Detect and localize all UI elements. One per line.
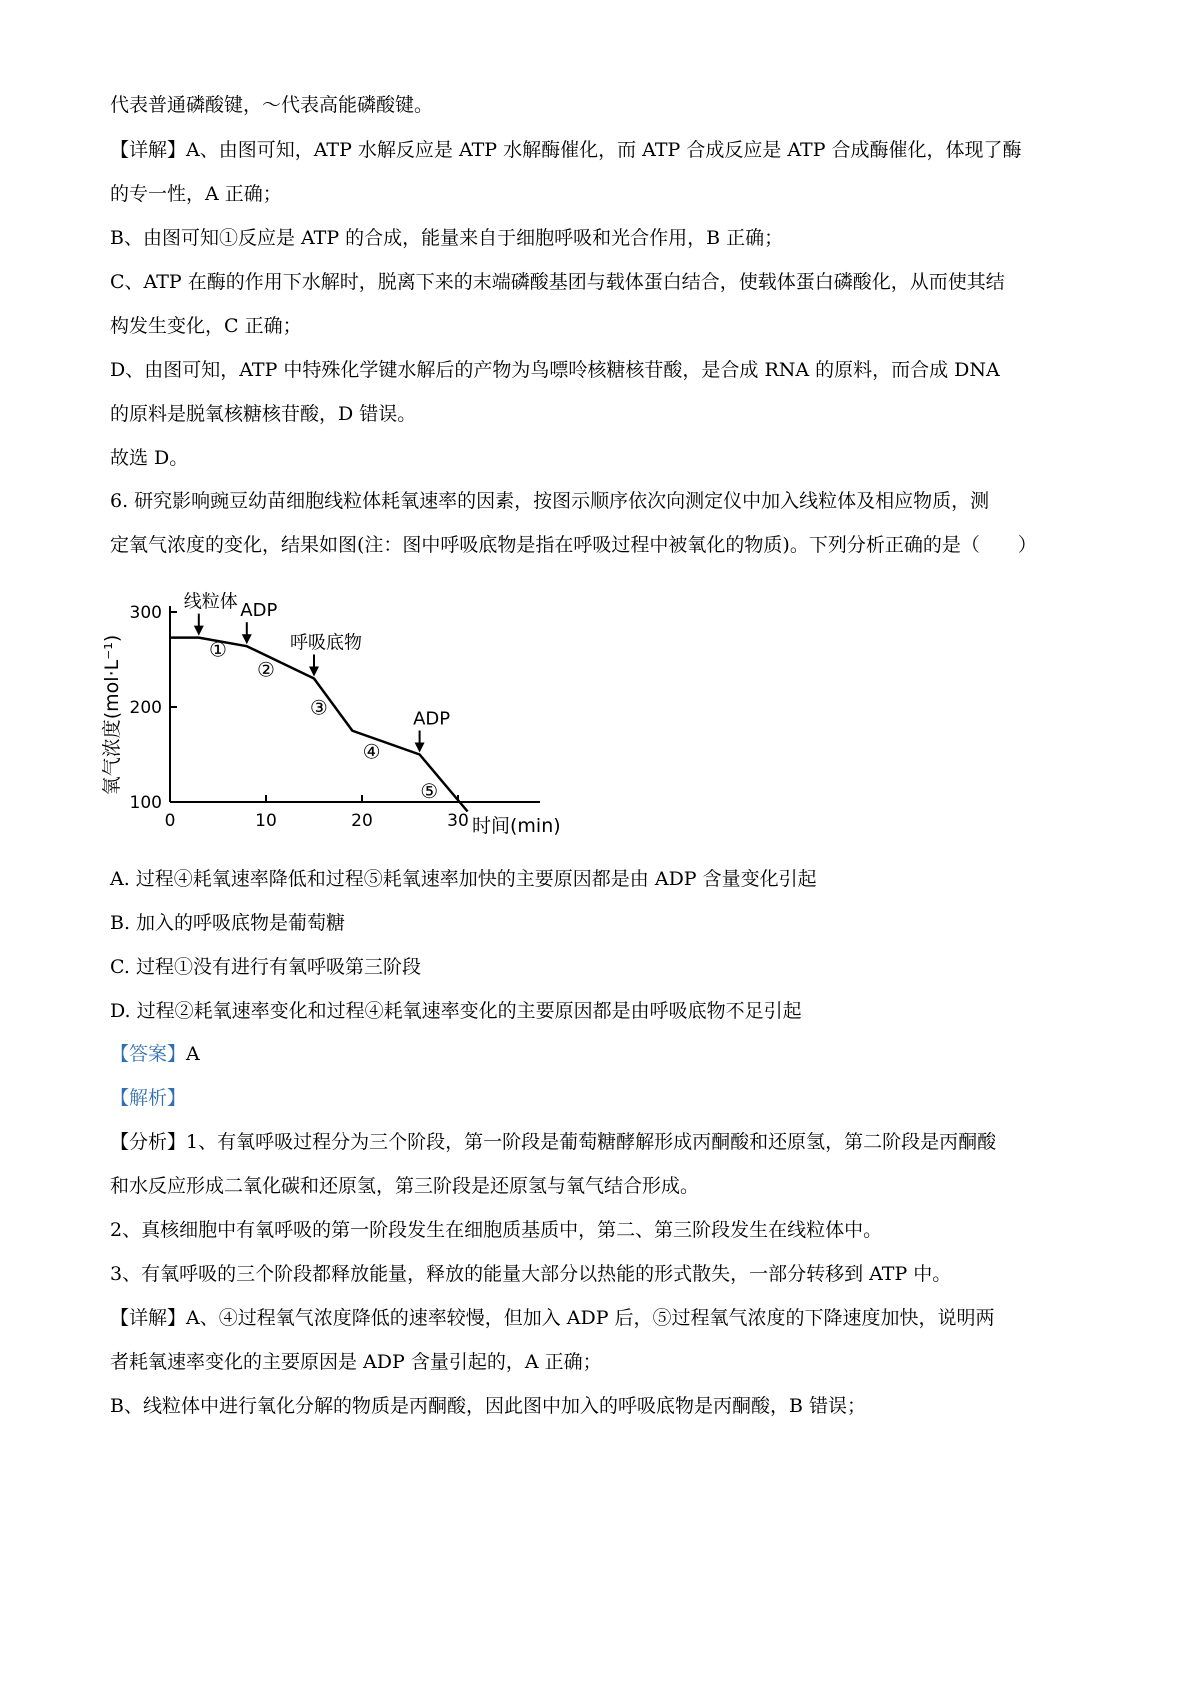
text-line: D、由图可知，ATP 中特殊化学键水解后的产物为鸟嘌呤核糖核苷酸，是合成 RNA 的原料，而合成 DNA bbox=[110, 359, 1000, 381]
question-stem: 6. 研究影响豌豆幼苗细胞线粒体耗氧速率的因素，按图示顺序依次向测定仪中加入线粒体及相应物质，测 bbox=[110, 490, 990, 512]
text-line: C、ATP 在酶的作用下水解时，脱离下来的末端磷酸基团与载体蛋白结合，使载体蛋白磷酸化，从而使其结 bbox=[110, 271, 1005, 293]
segment-label: ④ bbox=[362, 739, 381, 764]
y-tick-label: 100 bbox=[129, 793, 162, 813]
answer-value: A bbox=[186, 1043, 200, 1065]
text-line: 故选 D。 bbox=[110, 447, 189, 469]
analysis-line: 3、有氧呼吸的三个阶段都释放能量，释放的能量大部分以热能的形式散失，一部分转移到 ATP 中。 bbox=[110, 1263, 952, 1285]
option-a: A. 过程④耗氧速率降低和过程⑤耗氧速率加快的主要原因都是由 ADP 含量变化引起 bbox=[110, 868, 817, 890]
text-line: 的专一性，A 正确； bbox=[110, 183, 282, 205]
arrow-head bbox=[194, 626, 204, 636]
segment-label: ③ bbox=[309, 695, 328, 720]
x-tick-label: 10 bbox=[255, 811, 277, 831]
answer-label: 【答案】 bbox=[110, 1043, 187, 1065]
arrow-head bbox=[309, 667, 319, 677]
option-d: D. 过程②耗氧速率变化和过程④耗氧速率变化的主要原因都是由呼吸底物不足引起 bbox=[110, 1000, 802, 1022]
y-axis-label: 氧气浓度(mol·L⁻¹) bbox=[101, 634, 123, 796]
analysis-line: B、线粒体中进行氧化分解的物质是丙酮酸，因此图中加入的呼吸底物是丙酮酸，B 错误； bbox=[110, 1395, 866, 1417]
question-stem: 定氧气浓度的变化，结果如图(注：图中呼吸底物是指在呼吸过程中被氧化的物质)。下列分析正确的是（ ） bbox=[110, 534, 1037, 556]
text-line: 【详解】A、由图可知，ATP 水解反应是 ATP 水解酶催化，而 ATP 合成反应是 ATP 合成酶催化，体现了酶 bbox=[110, 139, 1022, 161]
arrow-label: 呼吸底物 bbox=[290, 632, 362, 654]
y-tick-label: 300 bbox=[129, 603, 162, 623]
option-b: B. 加入的呼吸底物是葡萄糖 bbox=[110, 912, 346, 934]
segment-label: ① bbox=[209, 637, 227, 662]
analysis-line: 2、真核细胞中有氧呼吸的第一阶段发生在细胞质基质中，第二、第三阶段发生在线粒体中。 bbox=[110, 1219, 883, 1241]
analysis-line: 和水反应形成二氧化碳和还原氢，第三阶段是还原氢与氧气结合形成。 bbox=[110, 1175, 700, 1197]
arrow-head bbox=[242, 634, 252, 644]
segment-label: ② bbox=[257, 657, 275, 682]
y-tick-label: 200 bbox=[129, 698, 162, 718]
text-line: 的原料是脱氧核糖核苷酸，D 错误。 bbox=[110, 403, 417, 425]
answer-line bbox=[110, 1041, 200, 1067]
text-line: B、由图可知①反应是 ATP 的合成，能量来自于细胞呼吸和光合作用，B 正确； bbox=[110, 227, 784, 249]
x-axis-label: 时间(min) bbox=[472, 815, 561, 837]
text-line: 构发生变化，C 正确； bbox=[110, 315, 302, 337]
analysis-line: 者耗氧速率变化的主要原因是 ADP 含量引起的，A 正确； bbox=[110, 1351, 602, 1373]
arrow-label: ADP bbox=[240, 600, 278, 622]
arrow-label: ADP bbox=[413, 708, 451, 730]
segment-label: ⑤ bbox=[420, 779, 439, 804]
x-tick-label: 20 bbox=[351, 811, 373, 831]
x-tick-label: 0 bbox=[164, 811, 176, 831]
arrow-label: 线粒体 bbox=[183, 591, 238, 613]
analysis-line: 【分析】1、有氧呼吸过程分为三个阶段，第一阶段是葡萄糖酵解形成丙酮酸和还原氢，第二阶段是丙酮酸 bbox=[110, 1131, 997, 1153]
arrow-head bbox=[415, 743, 425, 753]
x-tick-label: 30 bbox=[447, 811, 469, 831]
analysis-line: 【详解】A、④过程氧气浓度降低的速率较慢，但加入 ADP 后，⑤过程氧气浓度的下降速度加快，说明两 bbox=[110, 1307, 995, 1329]
text-line: 代表普通磷酸键，～代表高能磷酸键。 bbox=[110, 94, 434, 116]
option-c: C. 过程①没有进行有氧呼吸第三阶段 bbox=[110, 956, 421, 978]
analysis-heading: 【解析】 bbox=[110, 1087, 187, 1109]
